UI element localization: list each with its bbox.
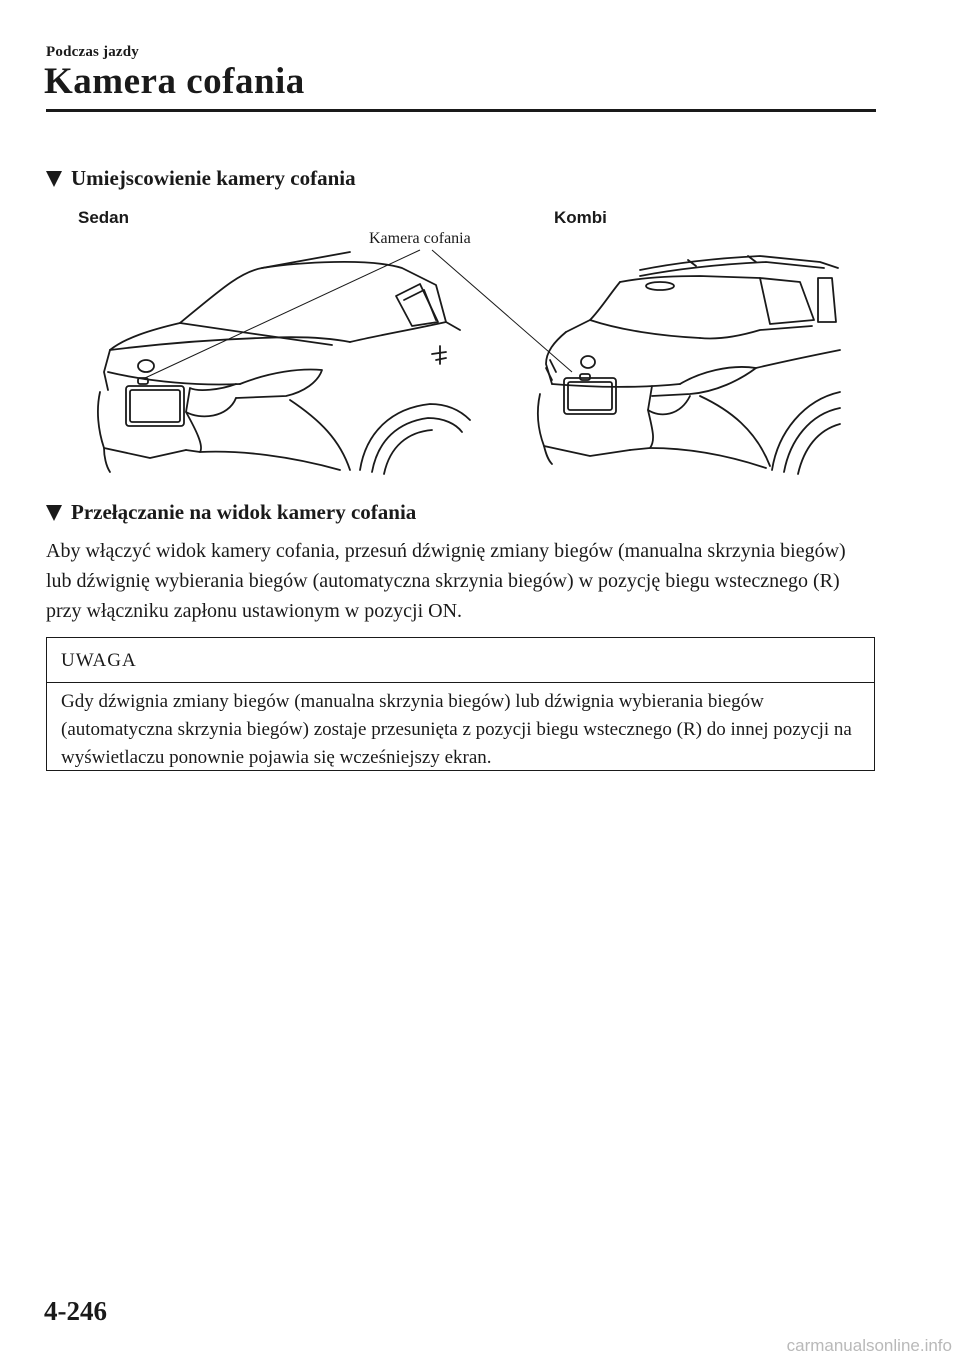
figure-label-sedan: Sedan bbox=[78, 208, 130, 227]
rear-camera-illustration bbox=[0, 0, 960, 500]
sedan-car-illustration bbox=[98, 252, 470, 474]
body-paragraph: Aby włączyć widok kamery cofania, przesuń dźwignię zmiany biegów (manualna skrzynia biegów) lub dźwignię wybierania biegów (automatyczna skrzynia biegów) w pozycję biegu wstecznego (R) przy włączniku zapłonu ustawionym w pozycji ON. bbox=[46, 540, 846, 622]
triangle-bullet-icon bbox=[46, 505, 62, 521]
page-number: 4-246 bbox=[44, 1296, 107, 1326]
callout-leader-lines bbox=[145, 250, 572, 378]
subheading-text: Przełączanie na widok kamery cofania bbox=[71, 500, 417, 524]
note-box bbox=[46, 637, 875, 771]
subheading-switching-view bbox=[46, 500, 416, 525]
section-label: Podczas jazdy bbox=[46, 44, 140, 60]
note-divider bbox=[47, 682, 874, 683]
subheading-text: Umiejscowienie kamery cofania bbox=[71, 166, 356, 190]
note-text: Gdy dźwignia zmiany biegów (manualna skrzynia biegów) lub dźwignia wybierania biegów (automatyczna skrzynia biegów) zostaje przesunięta z pozycji biegu wstecznego (R) do innej pozycji na wyświetlaczu ponownie pojawia się wcześniejszy ekran. bbox=[61, 691, 852, 768]
figure-label-kombi: Kombi bbox=[554, 208, 607, 227]
watermark: carmanualsonline.info bbox=[786, 1336, 952, 1355]
note-title: UWAGA bbox=[61, 650, 137, 671]
kombi-car-illustration bbox=[538, 256, 840, 474]
page-title: Kamera cofania bbox=[44, 61, 305, 102]
callout-camera-label: Kamera cofania bbox=[369, 230, 471, 247]
